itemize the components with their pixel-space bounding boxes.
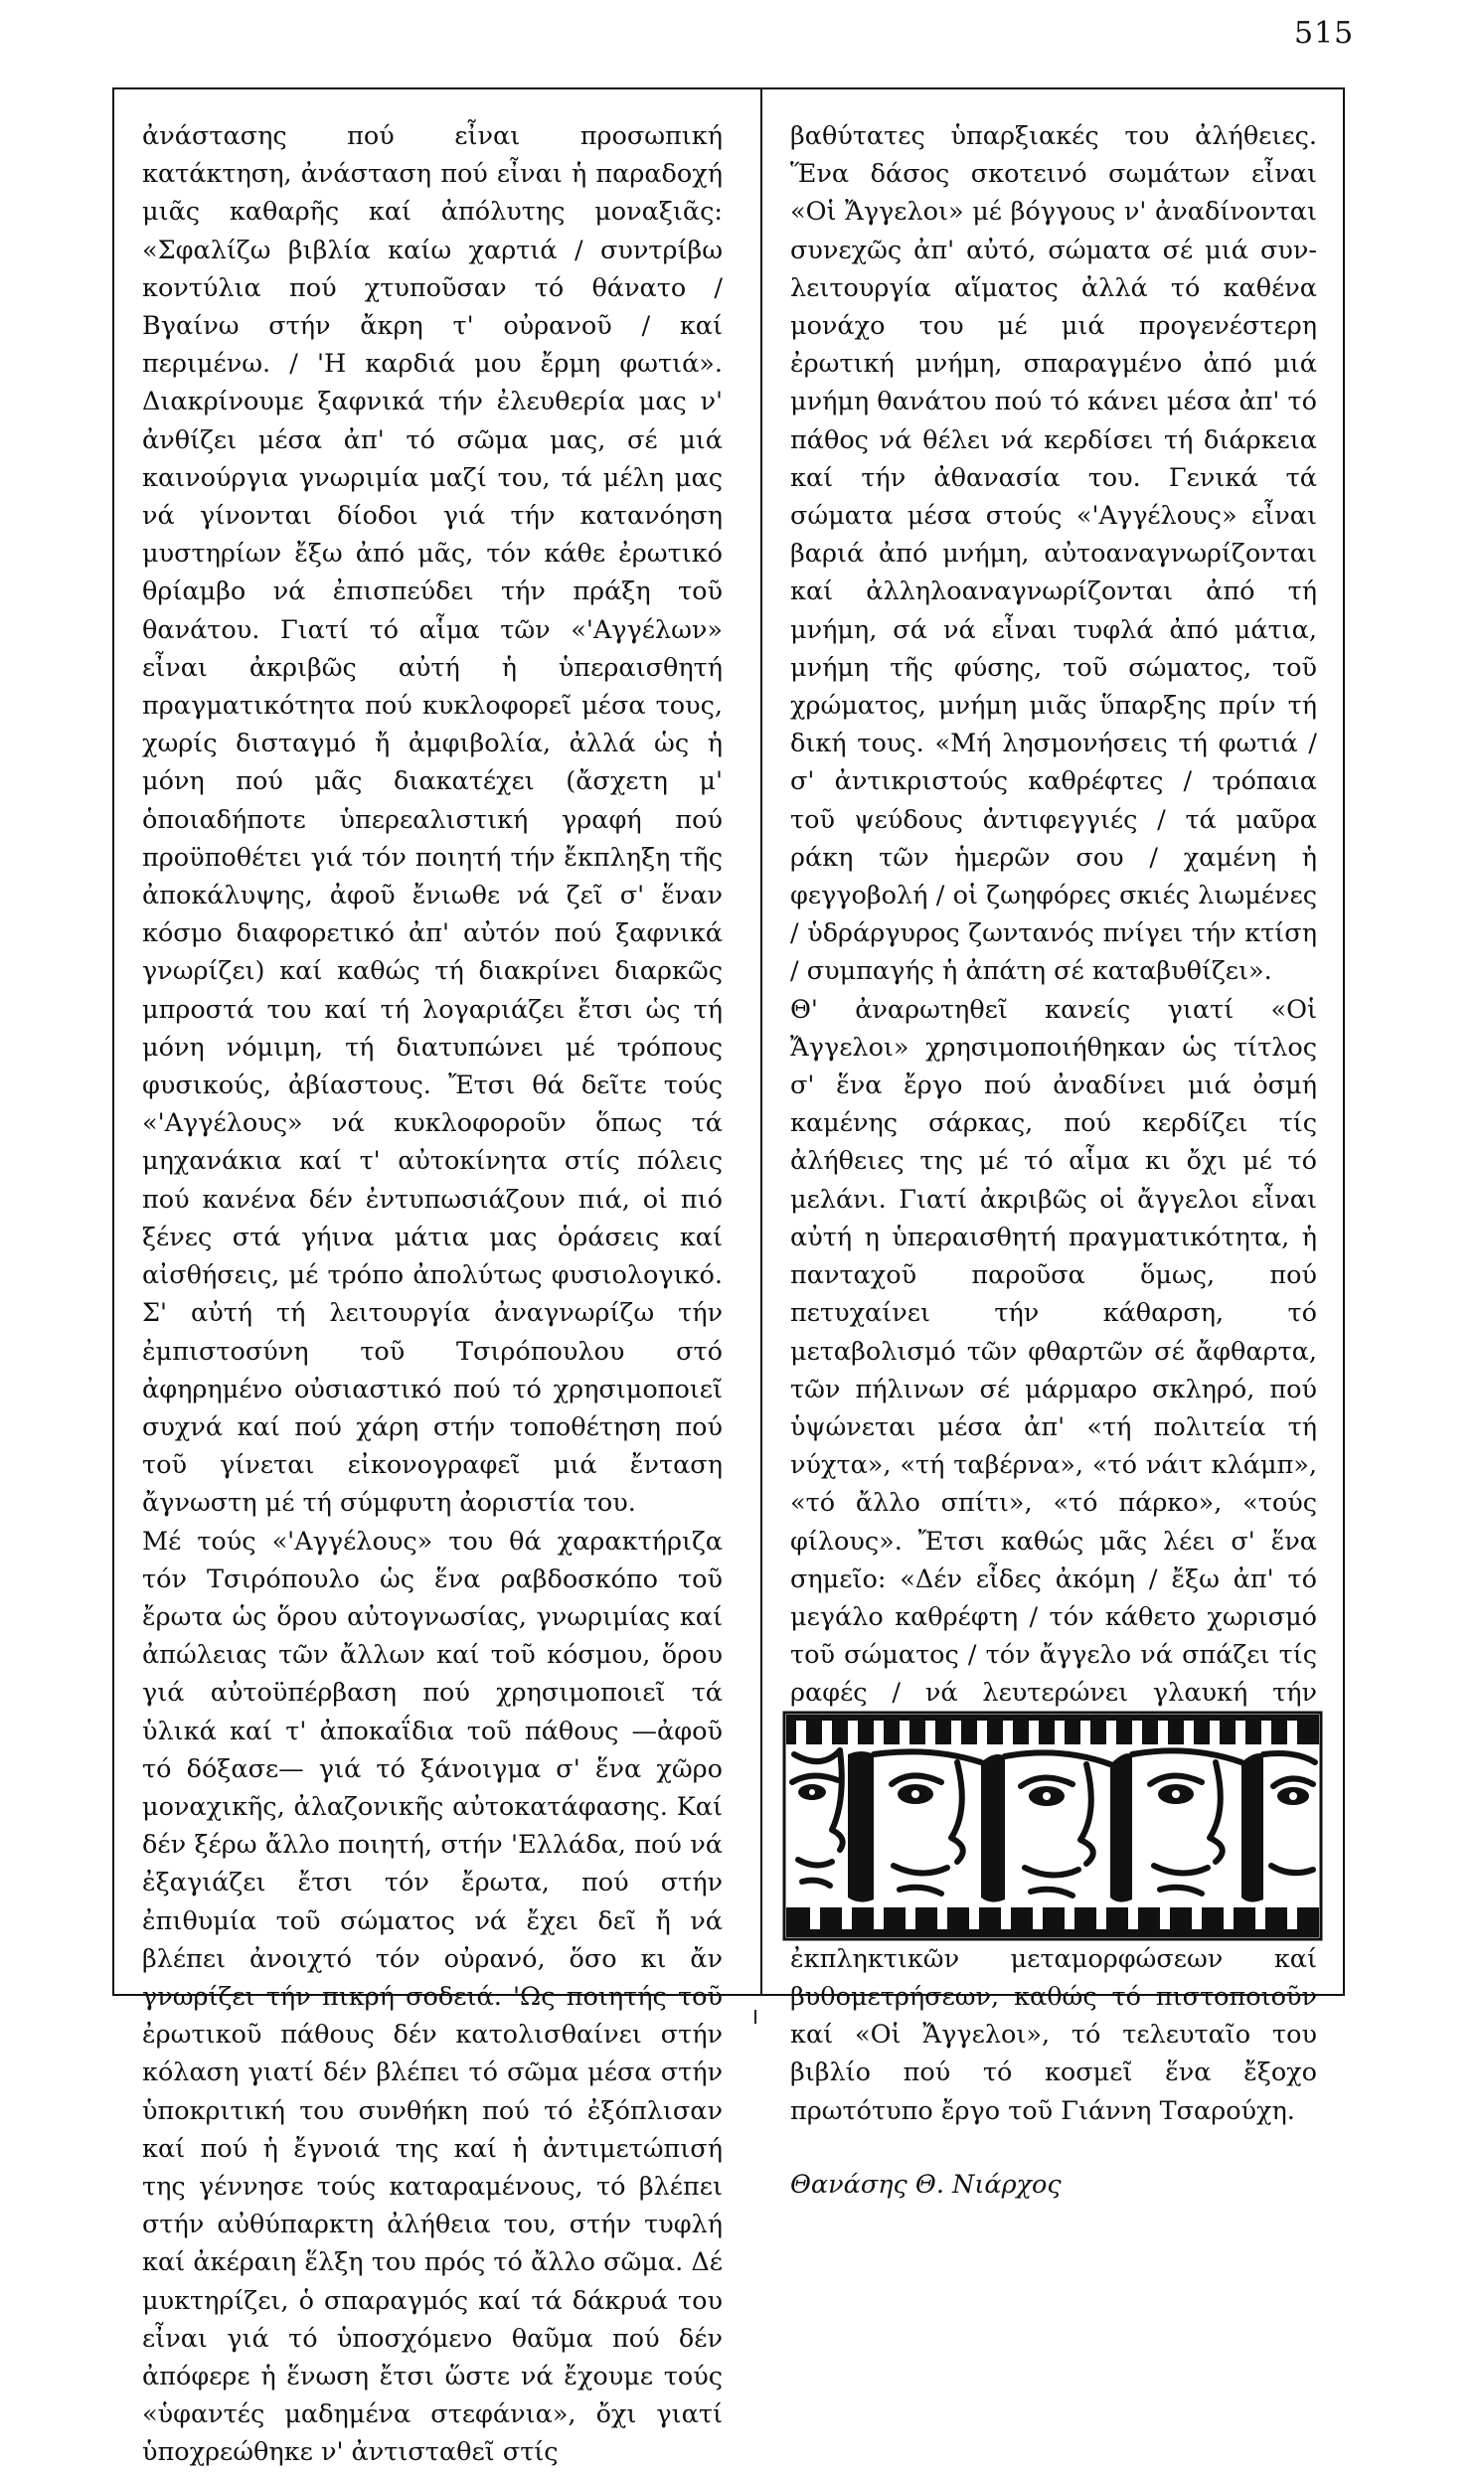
right-paragraph-2: Θ' ἀναρωτηθεῖ κανείς γιατί «Οἱ Ἄγγελοι» χρησιμοποιήθηκαν ὡς τίτλος σ' ἕνα ἔργο πού ἀναδίνει μιά ὀσμή καμένης σάρκας, πού κερδίζει τίς ἀλήθειες της μέ τό αἷμα κι ὄχι μέ τό μελάνι. Γιατί ἀκριβῶς οἱ ἄγγελοι εἶναι αὐτή η ὑπεραισθητή πραγματικότητα, ἡ πανταχοῦ παροῦσα ὅμως, πού πετυχαίνει τήν κάθαρση, τό μεταβολισμό τῶν φθαρτῶν σέ ἄφθαρτα, τῶν πήλινων σέ μάρμαρο σκληρό, πού ὑψώνεται μέσα ἀπ' «τή πολιτεία τή νύχτα», «τή ταβέρνα», «τό νάιτ κλάμπ», «τό ἄλλο σπίτι», «τό πάρκο», «τούς φίλους». Ἔτσι καθώς μᾶς λέει σ' ἕνα σημεῖο: «Δέν εἶδες ἀκόμη / ἔξω ἀπ' τό μεγάλο καθρέφτη / τόν κάθετο χωρισμό τοῦ σώματος / τόν ἄγγελο νά σπάζει τίς ραφές / νά λευτερώνει γλαυκή τήν ἐκπληκτικῶν μεταμορφώσεων καί βυθομετρήσεων, καθώς τό πιστοποιοῦν καί «Οἱ Ἄγγελοι», τό τελευταῖο του βιβλίο πού τό κοσμεῖ ἕνα ἔξοχο πρωτότυπο ἔργο τοῦ Γιάννη Τσαρούχη. (790, 994, 1317, 2126)
left-column (142, 117, 723, 2472)
left-paragraph-1: ἀνάστασης πού εἶναι προσωπική κατάκτηση, ἀνάσταση πού εἶναι ἡ παραδοχή μιᾶς καθαρῆς καί ἀπόλυτης μοναξιᾶς: «Σφαλίζω βιβλία καίω χαρτιά / συντρίβω κοντύλια πού χτυποῦσαν τό θάνατο / Βγαίνω στήν ἄκρη τ' οὐρανοῦ / καί περιμένω. / 'Η καρδιά μου ἔρμη φωτιά». Διακρίνουμε ξαφνικά τήν ἐλευθερία μας ν' ἀνθίζει μέσα ἀπ' τό σῶμα μας, σέ μιά καινούργια γνωριμία μαζί του, τά μέλη μας νά γίνονται δίοδοι γιά τήν κατανόηση μυστηρίων ἔξω ἀπό μᾶς, τόν κάθε ἐρωτικό θρίαμβο νά ἐπισπεύδει τήν πράξη τοῦ θανάτου. Γιατί τό αἷμα τῶν «'Αγγέλων» εἶναι ἀκριβῶς αὐτή ἡ ὑπεραισθητή πραγματικότητα πού κυκλοφορεῖ μέσα τους, χωρίς δισταγμό ἤ ἀμφιβολία, ἀλλά ὡς ἡ μόνη πού μᾶς διακατέχει (ἄσχετη μ' ὁποιαδήποτε ὑπερεαλιστική γραφή πού προϋποθέτει γιά τόν ποιητή τήν ἔκπληξη τῆς ἀποκάλυψης, ἀφοῦ ἔνιωθε νά ζεῖ σ' ἕναν κόσμο διαφορετικό ἀπ' αὐτόν πού ξαφνικά γνωρίζει) καί καθώς τή διακρίνει διαρκῶς μπροστά του καί τή λογαριάζει ἔτσι ὡς τή μόνη νόμιμη, τή διατυπώνει μέ τρόπους φυσικούς, ἀβίαστους. Ἔτσι θά δεῖτε τούς «'Αγγέλους» νά κυκλοφοροῦν ὅπως τά μηχανάκια καί τ' αὐτοκίνητα στίς πόλεις πού κανένα δέν ἐντυπωσιάζουν πιά, οἱ πιό ξένες στά γήινα μάτια μας ὁράσεις καί αἰσθήσεις, μέ τρόπο ἀπολύτως φυσιολογικό. Σ' αὐτή τή λειτουργία ἀναγνωρίζω τήν ἐμπιστοσύνη τοῦ Τσιρόπουλου στό ἀφηρημένο οὐσιαστικό πού τό χρησιμοποιεῖ συχνά καί πού χάρη στήν τοποθέτηση πού τοῦ γίνεται εἰκονογραφεῖ μιά ἔνταση ἄγνωστη μέ τή σύμφυτη ἀοριστία του. (142, 121, 723, 1519)
page-number: 515 (1294, 16, 1355, 51)
left-paragraph-2: Μέ τούς «'Αγγέλους» του θά χαρακτήριζα τόν Τσιρόπουλο ὡς ἕνα ραβδοσκόπο τοῦ ἔρωτα ὡς ὅρου αὐτογνωσίας, γνωριμίας καί ἀπώλειας τῶν ἄλλων καί τοῦ κόσμου, ὅρου γιά αὐτοϋπέρβαση πού χρησιμοποιεῖ τά ὑλικά καί τ' ἀποκαΐδια τοῦ πάθους —ἀφοῦ τό δόξασε— γιά τό ξάνοιγμα σ' ἕνα χῶρο μοναχικῆς, ἀλαζονικῆς αὐτοκατάφασης. Καί δέν ξέρω ἄλλο ποιητή, στήν 'Ελλάδα, πού νά ἐξαγιάζει ἔτσι τόν ἔρωτα, πού στήν ἐπιθυμία τοῦ σώματος νά ἔχει δεῖ ἤ νά βλέπει ἀνοιχτό τόν οὐρανό, ὅσο κι ἄν γνωρίζει τήν πικρή σοδειά. 'Ως ποιητής τοῦ ἐρωτικοῦ πάθους δέν κατολισθαίνει στήν κόλαση γιατί δέν βλέπει τό σῶμα μέσα στήν ὑποκριτική του συνθήκη πού τό ἐξόπλισαν καί πού ἡ ἔγνοιά της καί ἡ ἀντιμετώπισή της γέννησε τούς καταραμένους, τό βλέπει στήν αὐθύπαρκτη ἀλήθεια του, στήν τυφλή καί ἀκέραιη ἕλξη του πρός τό ἄλλο σῶμα. Δέ μυκτηρίζει, ὁ σπαραγμός καί τά δάκρυά του εἶναι γιά τό ὑποσχόμενο θαῦμα πού δέν ἀπόφερε ἡ ἕνωση ἔτσι ὥστε νά ἔχουμε τούς «ὑφαντές μαδημένα στεφάνια», ὄχι γιατί ὑποχρεώθηκε ν' ἀντισταθεῖ στίς (142, 1526, 723, 2468)
center-tick-mark (754, 2010, 756, 2024)
right-paragraph-1: βαθύτατες ὑπαρξιακές του ἀλήθειες. Ἕνα δάσος σκοτεινό σωμάτων εἶναι «Οἱ Ἄγγελοι» μέ βόγγους ν' ἀναδίνονται συνεχῶς ἀπ' αὐτό, σώματα σέ μιά συν-λειτουργία αἵματος ἀλλά τό καθένα μονάχο του μέ μιά προγενέστερη ἐρωτική μνήμη, σπαραγμένο ἀπό μιά μνήμη θανάτου πού τό κάνει μέσα ἀπ' τό πάθος νά θέλει νά κερδίσει τή διάρκεια καί τήν ἀθανασία του. Γενικά τά σώματα μέσα στούς «'Αγγέλους» εἶναι βαριά ἀπό μνήμη, αὐτοαναγνωρίζονται καί ἀλληλοαναγνωρίζονται ἀπό τή μνήμη, σά νά εἶναι τυφλά ἀπό μάτια, μνήμη τῆς φύσης, τοῦ σώματος, τοῦ χρώματος, μνήμη μιᾶς ὕπαρξης πρίν τή δική τους. «Μή λησμονήσεις τή φωτιά / σ' ἀντικριστούς καθρέφτες / τρόπαια τοῦ ψεύδους ἀντιφεγγιές / τά μαῦρα ράκη τῶν ἡμερῶν σου / χαμένη ἡ φεγγοβολή / οἱ ζωηφόρες σκιές λιωμένες / ὑδράργυρος ζωντανός πνίγει τήν κτίση / συμπαγής ἡ ἀπάτη σέ καταβυθίζει». (790, 121, 1317, 987)
author-signature: Θανάσης Θ. Νιάρχος (790, 2169, 1062, 2200)
column-divider (760, 87, 762, 1996)
frieze-of-faces-icon (782, 1711, 1323, 1941)
